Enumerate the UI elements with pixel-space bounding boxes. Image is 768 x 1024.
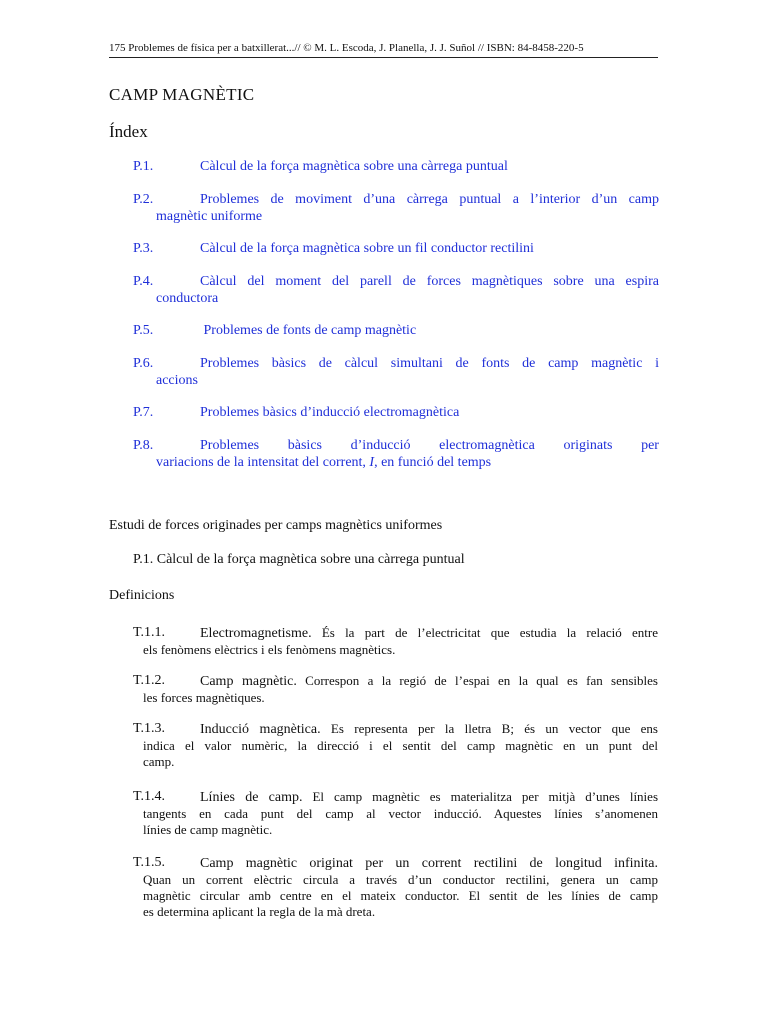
definition-first-line: [200, 855, 658, 872]
index-item[interactable]: [133, 240, 659, 257]
index-item-title: Càlcul del moment del parell de forces magnètiques sobre una espira: [200, 274, 659, 289]
definition-continuation: tangents en cada punt del camp al vector inducció. Aquestes línies s’anomenen: [143, 806, 658, 821]
definition-item: [133, 789, 658, 838]
definition-number: T.1.5.: [133, 855, 166, 870]
index-word: bàsics: [287, 438, 322, 453]
index-item[interactable]: [133, 404, 659, 421]
definition-continuation: els fenòmens elèctrics i els fenòmens magnètics.: [143, 642, 396, 657]
definitions-heading: Definicions: [109, 588, 175, 603]
index-word: Problemes: [200, 438, 260, 453]
definition-item: [133, 625, 658, 658]
index-item-title: Problemes bàsics de càlcul simultani de fonts de camp magnètic i: [200, 356, 659, 371]
definition-continuation: Quan un corrent elèctric circula a través d’un conductor rectilini, genera un camp: [143, 872, 658, 887]
definition-item: [133, 673, 658, 706]
index-item-title: Problemes de moviment d’una càrrega puntual a l’interior d’un camp: [200, 192, 659, 207]
definition-first-line: Camp magnètic. Correspon a la regió de l’espai en la qual es fan sensibles: [200, 673, 658, 689]
page-header: 175 Problemes de física per a batxillerat...// © M. L. Escoda, J. Planella, J. J. Suñol // ISBN: 84-8458-220-5: [109, 42, 658, 58]
index-item-title: Problemes de fonts de camp magnètic: [200, 323, 417, 338]
index-item[interactable]: [133, 437, 659, 471]
index-item-number: P.4.: [133, 274, 154, 289]
index-item-continuation: conductora: [156, 291, 219, 306]
index-item-number: P.5.: [133, 323, 154, 338]
definition-term: Inducció magnètica.: [200, 722, 321, 737]
definition-continuation: magnètic circular amb centre en el mateix conductor. El sentit de les línies de camp: [143, 888, 658, 903]
definition-term: Electromagnetisme.: [200, 626, 312, 641]
definition-first-line: Inducció magnètica. Es representa per la lletra B; és un vector que ens: [200, 721, 658, 737]
index-word: per: [641, 438, 659, 453]
index-heading: Índex: [109, 122, 148, 141]
definition-number: T.1.1.: [133, 625, 166, 640]
chapter-title: CAMP MAGNÈTIC: [109, 85, 255, 104]
index-item-number: P.7.: [133, 405, 154, 420]
index-item[interactable]: [133, 322, 659, 339]
index-item-title: Problemes bàsics d’inducció electromagnètica: [200, 405, 460, 420]
definition-continuation: camp.: [143, 754, 175, 769]
definition-item: [133, 855, 658, 920]
italic-variable: I: [369, 455, 375, 470]
index-item-continuation: variacions de la intensitat del corrent, I, en funció del temps: [156, 455, 492, 470]
index-item-number: P.1.: [133, 159, 154, 174]
definition-item: [133, 721, 658, 770]
index-item[interactable]: [133, 191, 659, 225]
index-word: electromagnètica: [439, 438, 535, 453]
definition-continuation: línies de camp magnètic.: [143, 822, 273, 837]
definition-continuation: les forces magnètiques.: [143, 690, 265, 705]
index-item-title: Càlcul de la força magnètica sobre una càrrega puntual: [200, 159, 508, 174]
index-item-title: [200, 437, 659, 454]
definition-term: Camp magnètic originat per un corrent rectilini de longitud infinita.: [200, 856, 658, 871]
definition-number: T.1.2.: [133, 673, 166, 688]
index-item-number: P.6.: [133, 356, 154, 371]
index-item-title: Càlcul de la força magnètica sobre un fil conductor rectilini: [200, 241, 534, 256]
definition-continuation: indica el valor numèric, la direcció i el sentit del camp magnètic en un punt del: [143, 738, 658, 753]
problem-heading: P.1. Càlcul de la força magnètica sobre una càrrega puntual: [133, 552, 465, 567]
index-item-number: P.2.: [133, 192, 154, 207]
index-item-continuation: magnètic uniforme: [156, 209, 263, 224]
definition-term: Camp magnètic.: [200, 674, 297, 689]
index-item-number: P.3.: [133, 241, 154, 256]
index-item-number: P.8.: [133, 438, 154, 453]
definition-first-line: Electromagnetisme. És la part de l’electricitat que estudia la relació entre: [200, 625, 658, 641]
definition-continuation: es determina aplicant la regla de la mà dreta.: [143, 904, 376, 919]
index-item[interactable]: [133, 158, 659, 175]
index-item[interactable]: [133, 355, 659, 389]
index-item-continuation: accions: [156, 373, 198, 388]
definition-term: Línies de camp.: [200, 790, 303, 805]
index-word: d’inducció: [350, 438, 411, 453]
definition-number: T.1.4.: [133, 789, 166, 804]
definition-number: T.1.3.: [133, 721, 166, 736]
index-word: originats: [563, 438, 613, 453]
definition-first-line: Línies de camp. El camp magnètic es materialitza per mitjà d’unes línies: [200, 789, 659, 805]
index-item[interactable]: [133, 273, 659, 307]
section-heading: Estudi de forces originades per camps magnètics uniformes: [109, 518, 443, 533]
